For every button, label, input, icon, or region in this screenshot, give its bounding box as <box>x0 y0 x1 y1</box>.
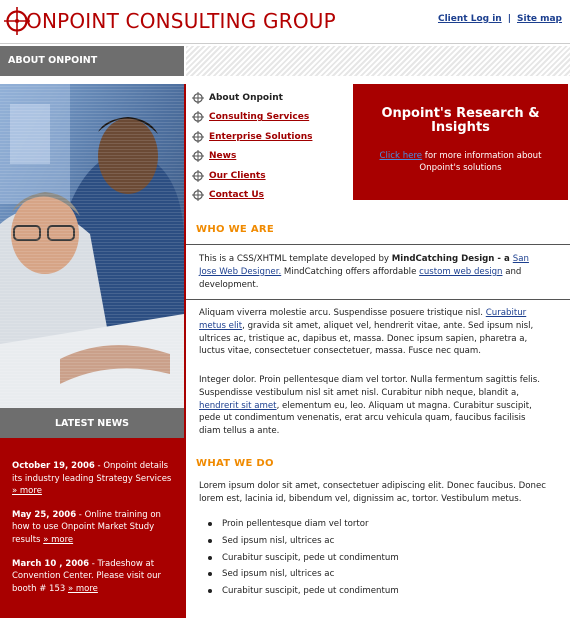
bullet-dot-icon <box>208 556 212 560</box>
section-divider <box>186 244 570 245</box>
latest-news-panel <box>0 438 184 618</box>
nav-item-news[interactable] <box>192 147 342 167</box>
link-separator: | <box>507 14 511 24</box>
nav-link[interactable]: Our Clients <box>209 170 266 181</box>
nav-link[interactable]: Contact Us <box>209 190 265 201</box>
crosshair-bullet-icon <box>192 111 204 123</box>
news-text: - Onpoint details its industry leading Strategy Services <box>12 461 172 484</box>
about-onpoint-heading: ABOUT ONPOINT <box>0 46 184 76</box>
news-more-link[interactable]: » more <box>12 486 42 497</box>
news-date: October 19, 2006 <box>12 461 95 471</box>
who-we-are-paragraph-3 <box>199 374 547 438</box>
list-item <box>208 535 508 552</box>
crosshair-bullet-icon <box>192 170 204 182</box>
news-item <box>12 460 176 498</box>
list-item <box>208 552 508 569</box>
news-date: March 10 , 2006 <box>12 558 90 569</box>
list-item-text: Proin pellentesque diam vel tortor <box>222 519 369 529</box>
list-item-text: Sed ipsum nisl, ultrices ac <box>222 535 335 546</box>
news-item <box>12 509 176 547</box>
section-divider <box>186 299 570 300</box>
list-item-text: Sed ipsum nisl, ultrices ac <box>222 569 335 580</box>
list-item <box>208 585 508 602</box>
research-text <box>353 150 568 174</box>
top-links <box>438 14 562 24</box>
what-we-do-list <box>208 518 508 602</box>
latest-news-heading: LATEST NEWS <box>0 408 184 438</box>
curabitur-metus-elit-link[interactable]: Curabitur metus elit <box>199 308 527 331</box>
header-divider <box>0 43 570 44</box>
hendrerit-sit-amet-link[interactable]: hendrerit sit amet <box>199 400 277 411</box>
site-brand-title: ONPOINT CONSULTING GROUP <box>26 9 336 33</box>
site-map-link[interactable]: Site map <box>517 14 562 24</box>
research-click-here-link[interactable]: Click here <box>379 151 423 161</box>
who-we-are-paragraph-2 <box>199 307 547 358</box>
nav-item-enterprise-solutions[interactable] <box>192 127 342 147</box>
client-login-link[interactable]: Client Log in <box>437 14 502 24</box>
bullet-dot-icon <box>208 522 212 526</box>
research-insights-box <box>353 84 568 200</box>
crosshair-bullet-icon <box>192 150 204 162</box>
who-we-are-heading: WHO WE ARE <box>196 224 274 235</box>
nav-link[interactable]: News <box>209 151 237 162</box>
who-we-are-intro <box>199 253 547 291</box>
list-item <box>208 518 508 535</box>
paragraph-text: Aliquam viverra molestie arcu. Suspendisse posuere tristique nisl. <box>199 308 486 318</box>
paragraph-text: Integer dolor. Proin pellentesque diam vel tortor. Nulla fermentum sagittis felis. Suspendisse vestibulum nisl sit amet nisl. Curabitur nibh neque, blandit a, <box>199 375 540 398</box>
striped-banner <box>186 46 570 76</box>
column-divider <box>184 84 186 618</box>
nav-item-consulting-services[interactable] <box>192 108 342 128</box>
intro-text: This is a CSS/XHTML template developed by <box>199 254 392 264</box>
news-item <box>12 558 176 596</box>
site-header <box>0 0 570 42</box>
main-navigation <box>192 88 342 205</box>
nav-item-about-onpoint[interactable] <box>192 88 342 108</box>
nav-item-contact-us[interactable] <box>192 186 342 206</box>
what-we-do-intro: Lorem ipsum dolor sit amet, consectetuer adipiscing elit. Donec faucibus. Donec lorem est, lacinia id, bibendum vel, dignissim ac, tortor. Vestibulum metus. <box>199 481 546 504</box>
crosshair-bullet-icon <box>192 189 204 201</box>
news-more-link[interactable]: » more <box>43 534 74 545</box>
paragraph-text: , gravida sit amet, aliquet vel, hendrerit vitae, ante. Sed ipsum nisl, ultrices ac, tristique ac, dapibus et, massa. Donec ipsum sapien, pharetra a, luctus vitae, consectetuer consectetuer, massa. Fusce nec quam. <box>199 320 534 357</box>
nav-link[interactable]: Consulting Services <box>209 112 310 123</box>
intro-brand: MindCatching Design - a <box>391 254 513 264</box>
list-item-text: Curabitur suscipit, pede ut condimentum <box>222 552 399 563</box>
intro-text: and development. <box>199 266 522 290</box>
nav-label: About Onpoint <box>209 92 283 103</box>
paragraph-text: , elementum eu, leo. Aliquam ut magna. Curabitur suscipit, pede ut condimentum venenatis, erat arcu vehicula quam, faucibus facilisis diam tellus a ante. <box>199 400 532 437</box>
custom-web-design-link[interactable]: custom web design <box>419 266 503 277</box>
what-we-do-heading: WHAT WE DO <box>196 458 274 469</box>
bullet-dot-icon <box>208 572 212 576</box>
nav-item-our-clients[interactable] <box>192 166 342 186</box>
news-text: - Tradeshow at Convention Center. Please visit our booth # 153 <box>12 558 161 594</box>
research-description: for more information about Onpoint's solutions <box>419 151 542 173</box>
nav-link[interactable]: Enterprise Solutions <box>209 131 313 142</box>
bullet-dot-icon <box>208 589 212 593</box>
crosshair-bullet-icon <box>192 131 204 143</box>
bullet-dot-icon <box>208 539 212 543</box>
list-item <box>208 568 508 585</box>
consultants-photo <box>0 84 184 408</box>
crosshair-bullet-icon <box>192 92 204 104</box>
list-item-text: Curabitur suscipit, pede ut condimentum <box>222 586 399 597</box>
research-title: Onpoint's Research & Insights <box>381 106 540 135</box>
intro-text: MindCatching offers affordable <box>281 266 420 277</box>
news-date: May 25, 2006 <box>12 509 77 520</box>
news-text: - Online training on how to use Onpoint Market Study results <box>12 509 161 545</box>
san-jose-web-designer-link[interactable]: San Jose Web Designer. <box>199 254 529 277</box>
news-more-link[interactable]: » more <box>67 583 98 594</box>
